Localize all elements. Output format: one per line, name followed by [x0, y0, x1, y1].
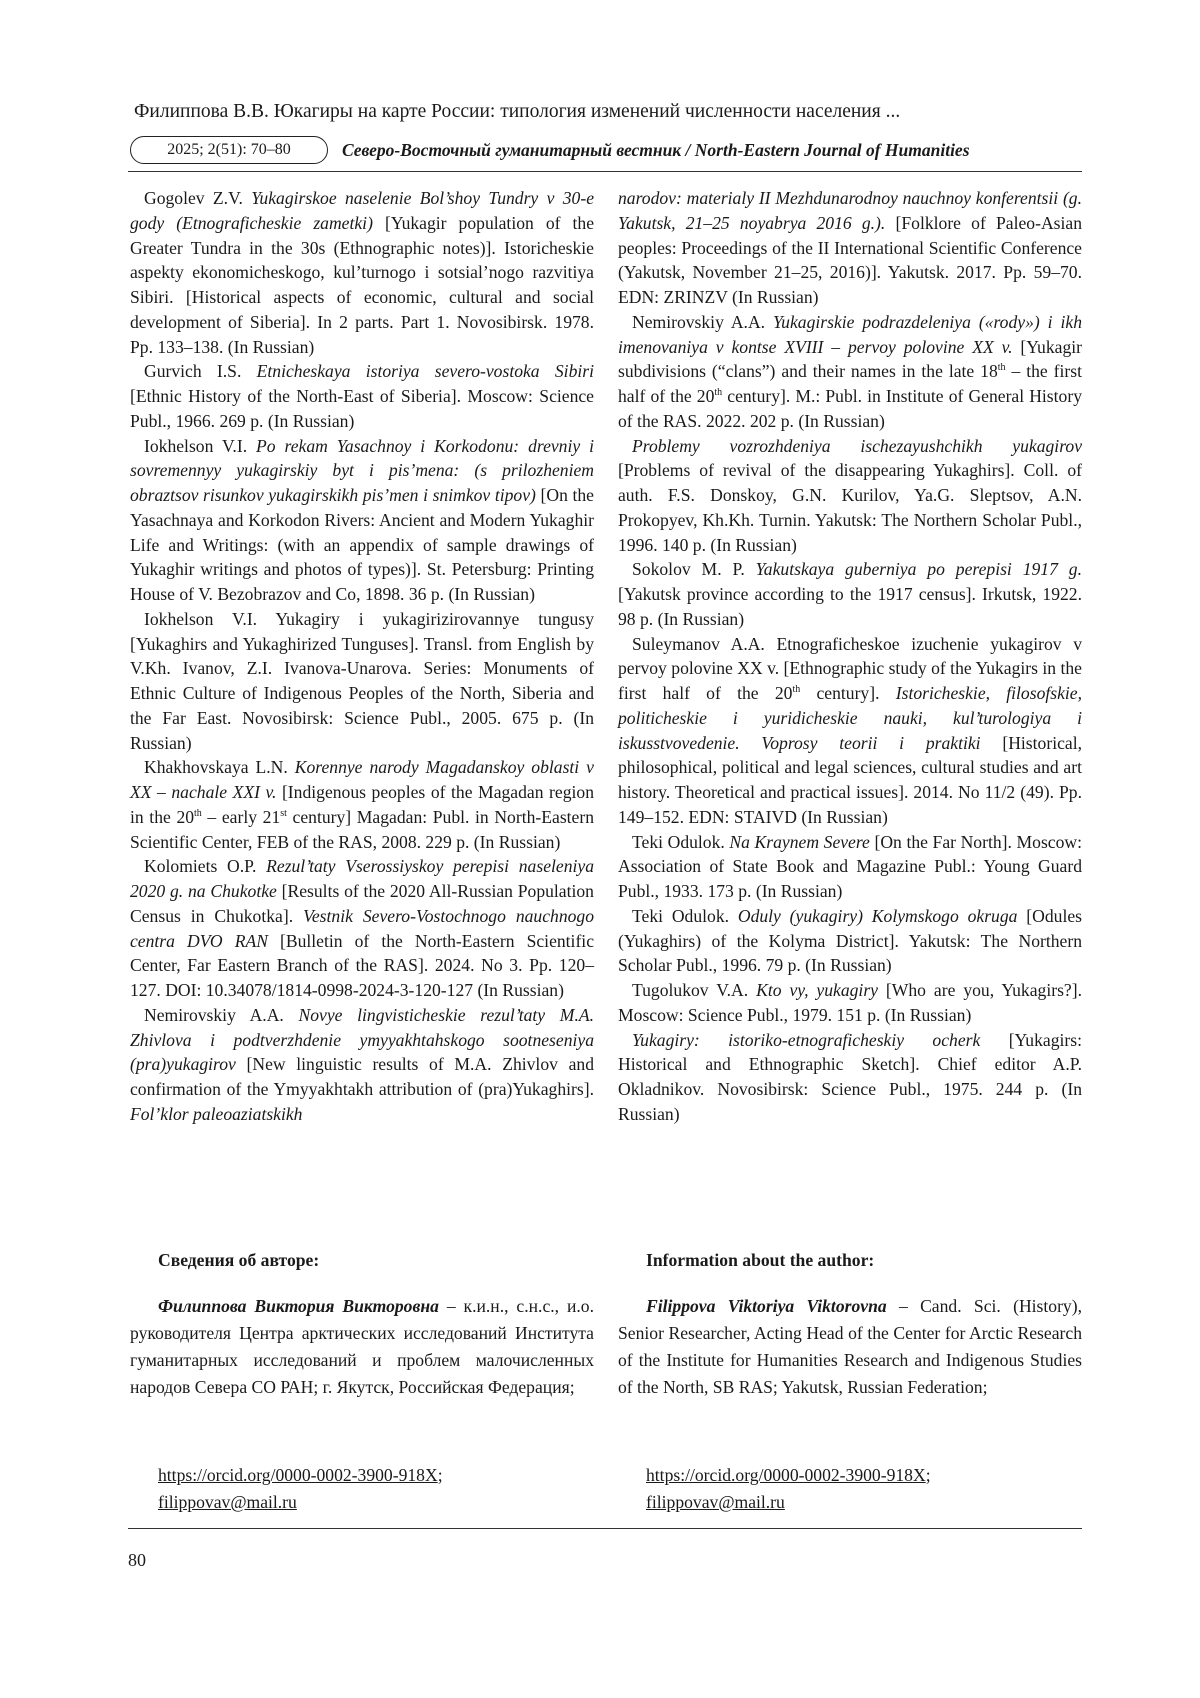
reference-entry: Teki Odulok. Na Kraynem Severe [On the Far North]. Moscow: Association of State Book and Magazine Publ.: Young Guard Publ., 1933. 173 p. (In Russian): [618, 831, 1082, 901]
link-separator: ;: [925, 1465, 931, 1485]
issue-badge: 2025; 2(51): 70–80: [130, 136, 328, 164]
references-right-column: [618, 186, 1082, 1127]
reference-entry: Problemy vozrozhdeniya ischezayushchikh yukagirov [Problems of revival of the disappearing Yukaghirs]. Coll. of auth. F.S. Donskoy, G.N. Kurilov, Ya.G. Sleptsov, A.N. Prokopyev, Kh.Kh. Turnin. Yakutsk: The Northern Scholar Publ., 1996. 140 p. (In Russian): [618, 435, 1082, 555]
reference-entry: narodov: materialy II Mezhdunarodnoy nauchnoy konferentsii (g. Yakutsk, 21–25 noyabrya 2016 g.). [Folklore of Paleo-Asian peoples: Proceedings of the II International Scientific Conference (Yakutsk, November 21–25, 2016)]. Yakutsk. 2017. Pp. 59–70. EDN: ZRINZV (In Russian): [618, 188, 1083, 307]
reference-entry: Nemirovskiy A.A. Yukagirskie podrazdeleniya («rody») i ikh imenovaniya v kontse XVIII – pervoy polovine XX v. [Yukagir subdivisions (“clans”) and their names in the late 18th – the first half of the 20th century]. M.: Publ. in Institute of General History of the RAS. 2022. 202 p. (In Russian): [618, 311, 1083, 431]
running-title: Филиппова В.В. Юкагиры на карте России: типология изменений численности населения ...: [134, 101, 901, 122]
reference-entry: Teki Odulok. Oduly (yukagiry) Kolymskogo okruga [Odules (Yukaghirs) of the Kolyma District]. Yakutsk: The Northern Scholar Publ., 1996. 79 p. (In Russian): [618, 905, 1082, 976]
journal-title: Северо-Восточный гуманитарный вестник / North-Eastern Journal of Humanities: [342, 140, 970, 160]
orcid-link-en[interactable]: https://orcid.org/0000-0002-3900-918X: [646, 1465, 926, 1485]
reference-entry: Yukagiry: istoriko-etnograficheskiy ocherk [Yukagirs: Historical and Ethnographic Sketch]. Chief editor A.P. Okladnikov. Novosibirsk: Science Publ., 1975. 244 p. (In Russian): [618, 1029, 1082, 1124]
author-info-en: [618, 1293, 1082, 1401]
author-name-en: Filippova Viktoriya Viktorovna: [646, 1296, 887, 1316]
reference-entry: Tugolukov V.A. Kto vy, yukagiry [Who are you, Yukagirs?]. Moscow: Science Publ., 1979. 151 p. (In Russian): [618, 980, 1082, 1025]
author-links-ru: [158, 1462, 443, 1516]
email-link-ru[interactable]: filippovav@mail.ru: [158, 1492, 297, 1512]
header-divider: [128, 171, 1082, 172]
references-left-column: [130, 186, 594, 1127]
reference-entry: Iokhelson V.I. Yukagiry i yukagirizirovannye tungusy [Yukaghirs and Yukaghirized Tunguses]. Transl. from English by V.Kh. Ivanov, Z.I. Ivanova-Unarova. Series: Monuments of Ethnic Culture of Indigenous Peoples of the North, Siberia and the Far East. Novosibirsk: Science Publ., 2005. 675 p. (In Russian): [130, 608, 594, 753]
reference-entry: Sokolov M. P. Yakutskaya guberniya po perepisi 1917 g. [Yakutsk province according to the 1917 census]. Irkutsk, 1922. 98 p. (In Russian): [618, 559, 1082, 629]
email-link-en[interactable]: filippovav@mail.ru: [646, 1492, 785, 1512]
reference-entry: Kolomiets O.P. Rezul’taty Vserossiyskoy perepisi naseleniya 2020 g. na Chukotke [Results of the 2020 All-Russian Population Census in Chukotka]. Vestnik Severo-Vostochnogo nauchnogo centra DVO RAN [Bulletin of the North-Eastern Scientific Center, Far Eastern Branch of the RAS]. 2024. No 3. Pp. 120–127. DOI: 10.34078/1814-0998-2024-3-120-127 (In Russian): [130, 856, 595, 1000]
author-info-ru: [130, 1293, 594, 1401]
author-details-ru: – к.и.н., с.н.с., и.о. руководителя Центра арктических исследований Института гуманитарных исследований и проблем малочисленных народов Севера СО РАН; г. Якутск, Российская Федерация;: [130, 1296, 594, 1397]
link-separator: ;: [437, 1465, 443, 1485]
reference-entry: Gurvich I.S. Etnicheskaya istoriya severo-vostoka Sibiri [Ethnic History of the North-East of Siberia]. Moscow: Science Publ., 1966. 269 p. (In Russian): [130, 361, 594, 431]
orcid-link-ru[interactable]: https://orcid.org/0000-0002-3900-918X: [158, 1465, 438, 1485]
footer-divider: [128, 1528, 1082, 1529]
author-heading-ru: Сведения об авторе:: [158, 1250, 320, 1270]
author-name-ru: Филиппова Виктория Викторовна: [158, 1296, 439, 1316]
page-number: 80: [128, 1550, 146, 1570]
reference-entry: Gogolev Z.V. Yukagirskoe naselenie Bol’shoy Tundry v 30-e gody (Etnograficheskie zametki) [Yukagir population of the Greater Tundra in the 30s (Ethnographic notes)]. Istoricheskie aspekty ekonomicheskogo, kul’turnogo i sotsial’nogo razvitiya Sibiri. [Historical aspects of economic, cultural and social development of Siberia]. In 2 parts. Part 1. Novosibirsk. 1978. Pp. 133–138. (In Russian): [130, 188, 595, 357]
reference-entry: Khakhovskaya L.N. Korennye narody Magadanskoy oblasti v XX – nachale XXI v. [Indigenous peoples of the Magadan region in the 20th – early 21st century] Magadan: Publ. in North-Eastern Scientific Center, FEB of the RAS, 2008. 229 p. (In Russian): [130, 757, 595, 852]
reference-entry: Nemirovskiy A.A. Novye lingvisticheskie rezul’taty M.A. Zhivlova i podtverzhdenie ymyyakhtahskogo sootneseniya (pra)yukagirov [New linguistic results of M.A. Zhivlov and confirmation of the Ymyyakhtakh attribution of (pra)Yukaghirs]. Fol’klor paleoaziatskikh: [130, 1004, 594, 1124]
reference-entry: Iokhelson V.I. Po rekam Yasachnoy i Korkodonu: drevniy i sovremennyy yukagirskiy byt i pis’mena: (s prilozheniem obraztsov risunkov yukagirskikh pis’men i snimkov tipov) [On the Yasachnaya and Korkodon Rivers: Ancient and Modern Yukaghir Life and Writings: (with an appendix of sample drawings of Yukaghir writings and photos of types)]. St. Petersburg: Printing House of V. Bezobrazov and Co, 1898. 36 p. (In Russian): [130, 435, 594, 604]
author-details-en: – Cand. Sci. (History), Senior Researcher, Acting Head of the Center for Arctic Research of the Institute for Humanities Research and Indigenous Studies of the North, SB RAS; Yakutsk, Russian Federation;: [618, 1296, 1082, 1397]
author-heading-en: Information about the author:: [646, 1250, 875, 1270]
reference-entry: Suleymanov A.A. Etnograficheskoe izuchenie yukagirov v pervoy polovine XX v. [Ethnographic study of the Yukagirs in the first half of the 20th century]. Istoricheskie, filosofskie, politicheskie i yuridicheskie nauki, kul’turologiya i iskusstvovedenie. Voprosy teorii i praktiki [Historical, philosophical, political and legal sciences, cultural studies and art history. Theoretical and practical issues]. 2014. No 11/2 (49). Pp. 149–152. EDN: STAIVD (In Russian): [618, 633, 1083, 827]
author-links-en: [646, 1462, 931, 1516]
